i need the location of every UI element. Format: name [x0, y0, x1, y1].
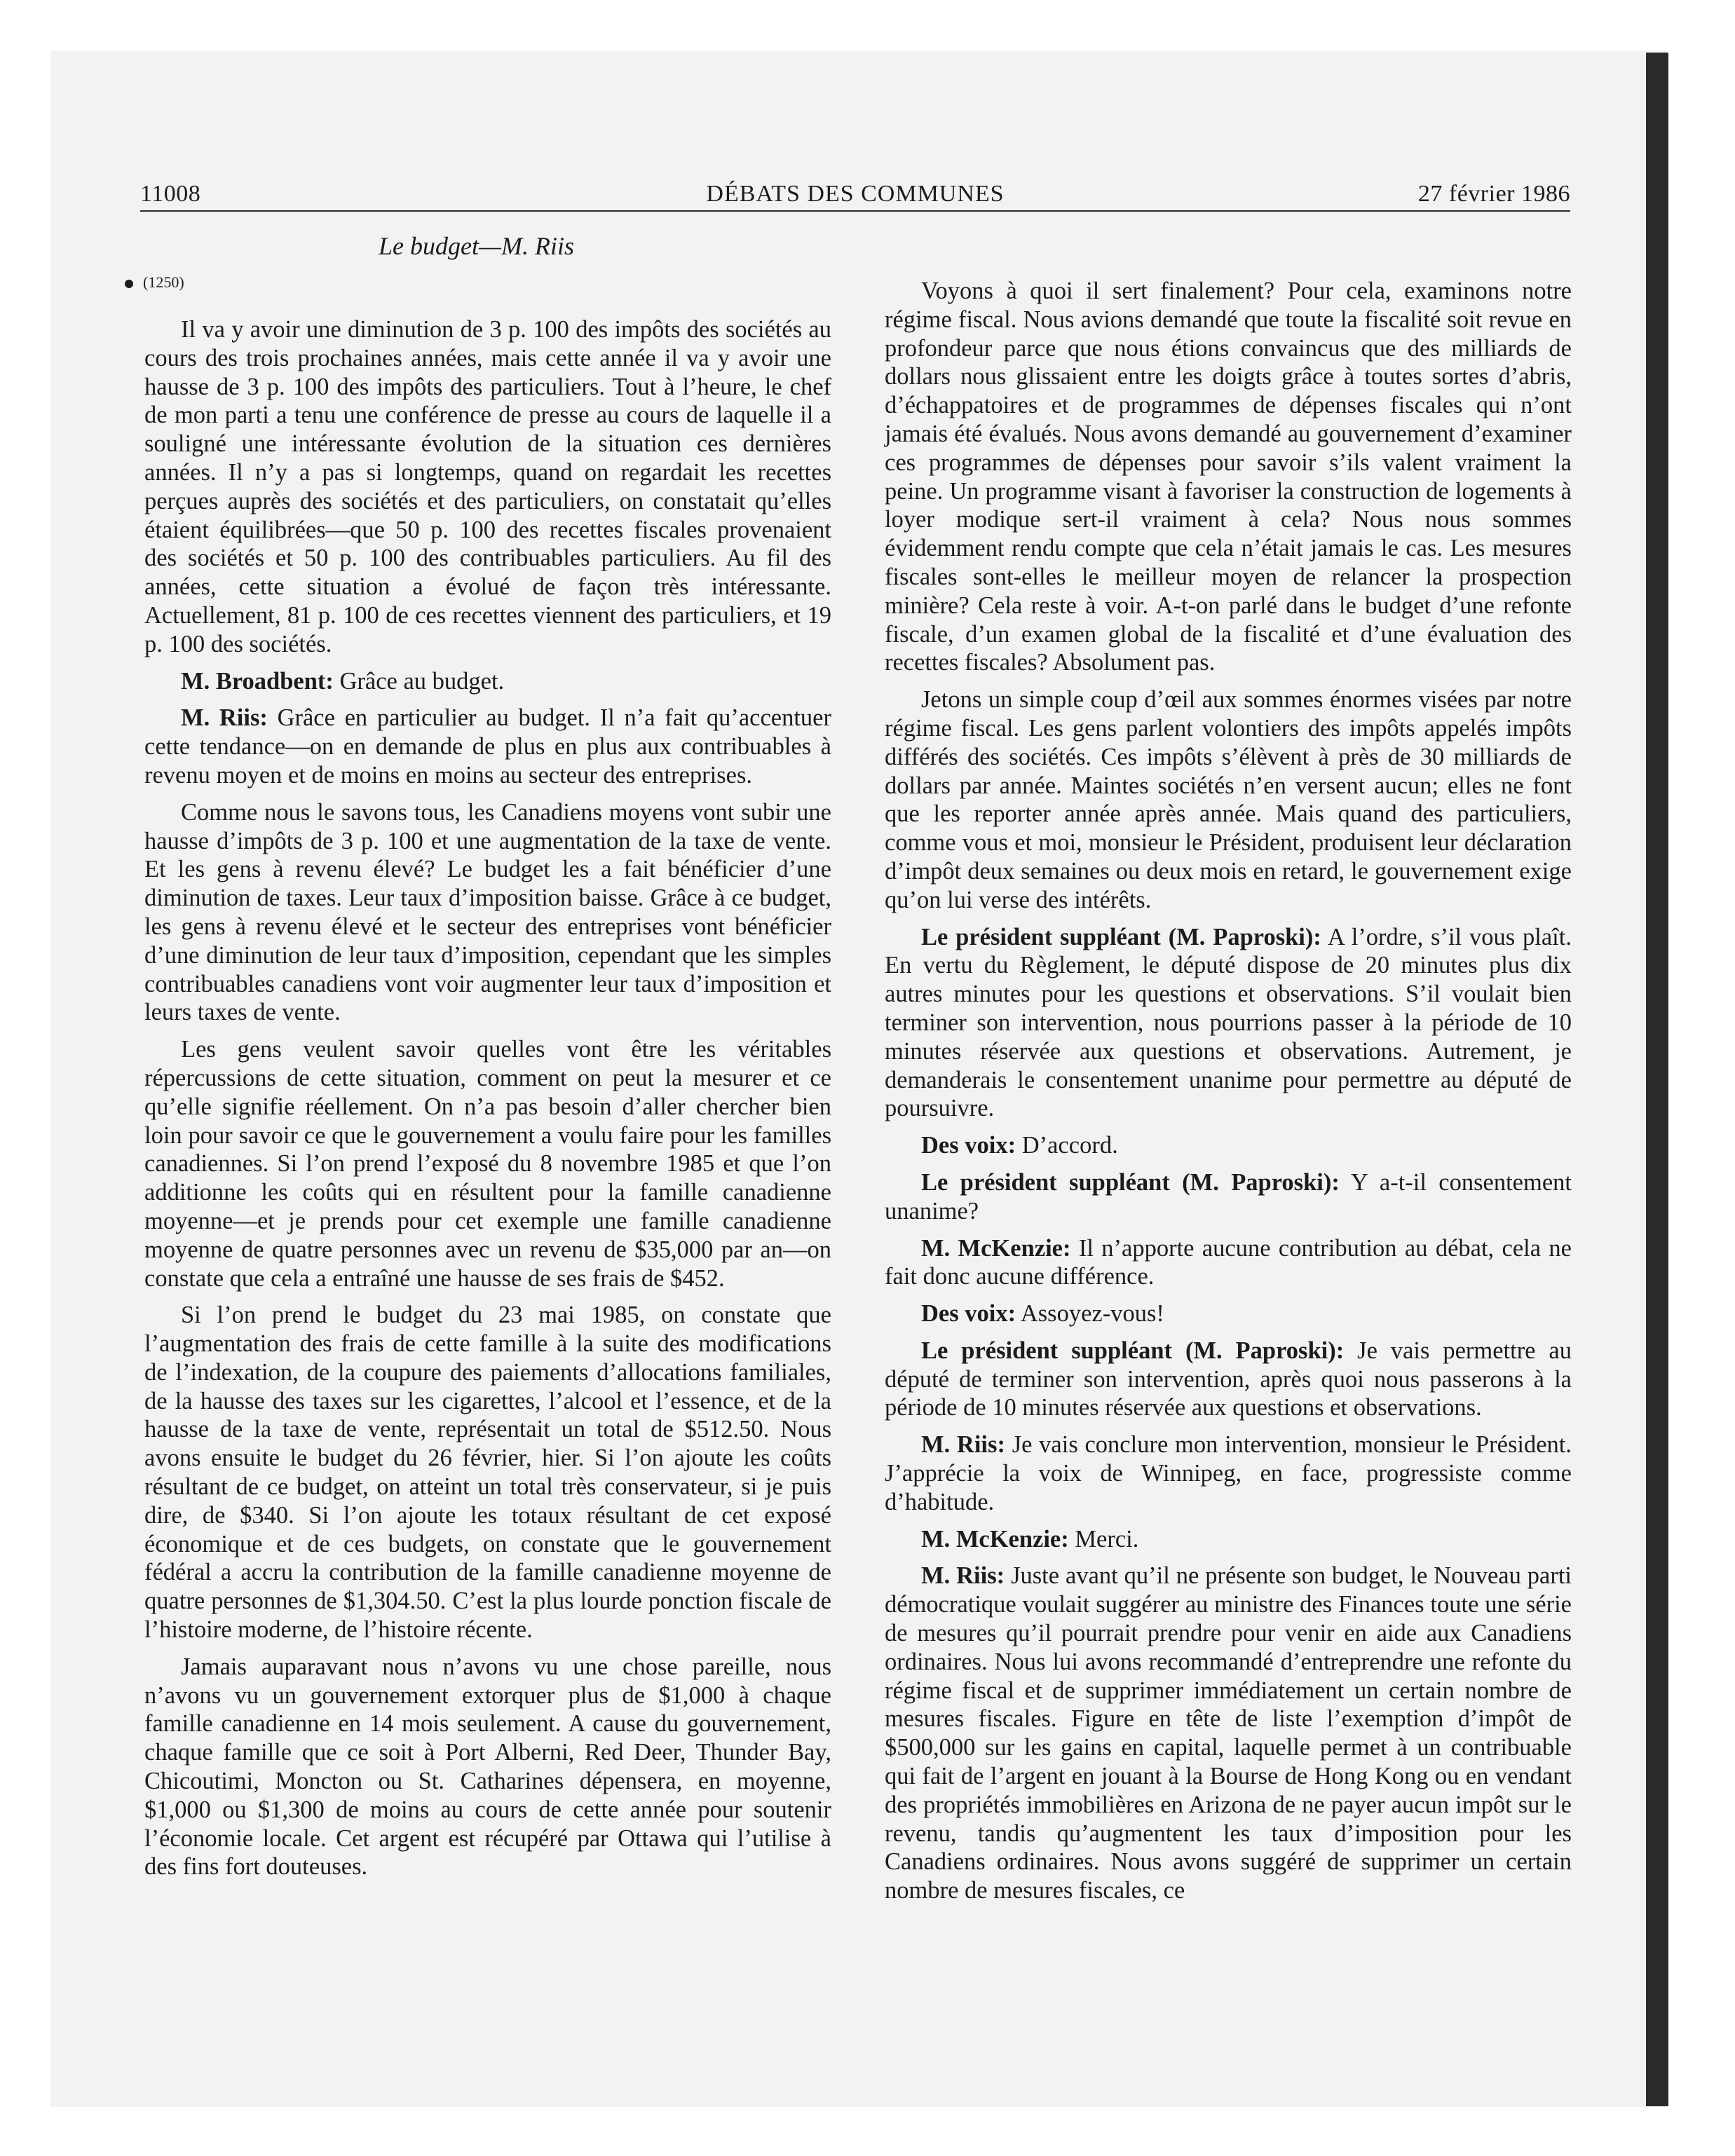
- header-date: 27 février 1986: [1417, 181, 1570, 207]
- paragraph-text: Merci.: [1075, 1525, 1139, 1553]
- paragraph-text: Il va y avoir une diminution de 3 p. 100 des impôts des sociétés au cours des trois prochaines années, mais cette année il va y avoir une hausse de 3 p. 100 des impôts des particuliers. Tout à l’heure, le chef de mon parti a tenu une conférence de presse au cours de laquelle il a souligné une intéressante évolution de la situation ces dernières années. Il n’y a pas si longtemps, quand on regardait les recettes perçues auprès des sociétés et des particuliers, on constatait qu’elles étaient équilibrées—que 50 p. 100 des recettes fiscales provenaient des sociétés et 50 p. 100 des contribuables particuliers. Au fil des années, cette situation a évolué de façon très intéressante. Actuellement, 81 p. 100 de ces recettes viennent des particuliers, et 19 p. 100 des sociétés.: [144, 316, 831, 657]
- paragraph: [885, 1525, 1572, 1554]
- speaker-name: Le président suppléant (M. Paproski):: [921, 1168, 1340, 1196]
- paragraph: [144, 1653, 831, 1881]
- paragraph: [885, 685, 1572, 914]
- paragraph-text: Juste avant qu’il ne présente son budget, le Nouveau parti démocratique voulait suggérer au ministre des Finances toute une série de mesures qu’il pourrait prendre pour venir en aide aux Canadiens ordinaires. Nous lui avons recommandé d’entreprendre une refonte du régime fiscal et de supprimer immédiatement un certain nombre de mesures fiscales. Figure en tête de liste l’exemption d’impôt de $500,000 sur les gains en capital, laquelle permet à un contribuable qui fait de l’argent en jouant à la Bourse de Hong Kong ou en vendant des propriétés immobilières en Arizona de ne payer aucun impôt sur le revenu, tandis qu’augmentent les taux d’imposition pour les Canadiens ordinaires. Nous avons suggéré de supprimer un certain nombre de mesures fiscales, ce: [885, 1562, 1572, 1904]
- paragraph: [144, 315, 831, 659]
- paragraph-text: Je vais permettre au député de terminer son intervention, après quoi nous passerons à la période de 10 minutes réservée aux questions et observations.: [885, 1337, 1572, 1421]
- paragraph: [885, 277, 1572, 677]
- speaker-name: M. Riis:: [921, 1431, 1005, 1459]
- speaker-name: M. Riis:: [921, 1562, 1005, 1590]
- scan-edge-bar: [1646, 53, 1668, 2106]
- right-column: [885, 277, 1572, 1913]
- paragraph-text: Je vais conclure mon intervention, monsieur le Président. J’apprécie la voix de Winnipeg, en face, progressiste comme d’habitude.: [885, 1431, 1572, 1515]
- page-header: [140, 181, 1570, 214]
- speaker-name: M. Broadbent:: [181, 667, 334, 695]
- left-column: [144, 315, 831, 1890]
- paragraph: [144, 798, 831, 1027]
- paragraph-text: D’accord.: [1021, 1132, 1118, 1159]
- paragraph: [144, 1035, 831, 1292]
- speaker-name: M. Riis:: [181, 704, 268, 732]
- paragraph: [144, 667, 831, 696]
- speaker-name: M. McKenzie:: [921, 1234, 1071, 1262]
- journal-title: DÉBATS DES COMMUNES: [706, 181, 1005, 207]
- page-number: 11008: [140, 181, 201, 207]
- paragraph: [885, 1562, 1572, 1905]
- paragraph-text: Il n’apporte aucune contribution au débat, cela ne fait donc aucune différence.: [885, 1234, 1572, 1290]
- paragraph-text: Assoyez-vous!: [1020, 1300, 1164, 1328]
- paragraph: [885, 1131, 1572, 1160]
- paragraph-text: Les gens veulent savoir quelles vont être les véritables répercussions de cette situation, comment on peut la mesurer et ce qu’elle signifie réellement. On n’a pas besoin d’aller chercher bien loin pour savoir ce que le gouvernement a voulu faire pour les familles canadiennes. Si l’on prend l’exposé du 8 novembre 1985 et que l’on additionne les coûts qui en résultent pour la famille canadienne moyenne—et je prends pour cet exemple une famille canadienne moyenne de quatre personnes avec un revenu de $35,000 par an—on constate que cela a entraîné une hausse de ses frais de $452.: [144, 1036, 831, 1292]
- running-head: Le budget—M. Riis: [379, 232, 574, 260]
- paragraph-text: Grâce en particulier au budget. Il n’a fait qu’accentuer cette tendance—on en demande de plus en plus aux contribuables à revenu moyen et de moins en moins au secteur des entreprises.: [144, 704, 831, 789]
- paragraph-text: Comme nous le savons tous, les Canadiens moyens vont subir une hausse d’impôts de 3 p. 100 et une augmentation de la taxe de vente. Et les gens à revenu élevé? Le budget les a fait bénéficier d’une diminution de taxes. Leur taux d’imposition baisse. Grâce à ce budget, les gens à revenu élevé et le secteur des entreprises vont bénéficier d’une diminution de leur taux d’imposition, cependant que les simples contribuables canadiens vont voir augmenter leur taux d’imposition et leurs taxes de vente.: [144, 798, 831, 1026]
- speaker-name: Le président suppléant (M. Paproski):: [921, 923, 1321, 950]
- paragraph-text: Jamais auparavant nous n’avons vu une chose pareille, nous n’avons vu un gouvernement extorquer plus de $1,000 à chaque famille canadienne en 14 mois seulement. A cause du gouvernement, chaque famille que ce soit à Port Alberni, Red Deer, Thunder Bay, Chicoutimi, Moncton ou St. Catharines dépensera, en moyenne, $1,000 ou $1,300 de moins au cours de cette année pour soutenir l’économie locale. Cet argent est récupéré par Ottawa qui l’utilise à des fins fort douteuses.: [144, 1653, 831, 1881]
- paragraph: [885, 1431, 1572, 1516]
- paragraph: [144, 1301, 831, 1644]
- paragraph-text: A l’ordre, s’il vous plaît. En vertu du Règlement, le député dispose de 20 minutes plus dix autres minutes pour les questions et observations. S’il voulait bien terminer son intervention, nous pourrions passer à la période de 10 minutes réservée aux questions et observations. Autrement, je demanderais le consentement unanime pour permettre au député de poursuivre.: [885, 923, 1572, 1122]
- time-marker-label: (1250): [143, 273, 184, 291]
- paragraph: [885, 1337, 1572, 1422]
- time-marker: [125, 273, 184, 292]
- paragraph: [885, 1299, 1572, 1328]
- speaker-name: Des voix:: [921, 1132, 1016, 1159]
- paragraph-text: Grâce au budget.: [339, 667, 505, 695]
- paragraph-text: Jetons un simple coup d’œil aux sommes énormes visées par notre régime fiscal. Les gens parlent volontiers des impôts appelés impôts différés des sociétés. Ces impôts s’élèvent à près de 30 milliards de dollars par année. Maintes sociétés n’en versent aucun; elles ne font que les reporter année après année. Mais quand des particuliers, comme vous et moi, monsieur le Président, produisent leur déclaration d’impôt deux semaines ou deux mois en retard, le gouvernement exige qu’on lui verse des intérêts.: [885, 686, 1572, 913]
- speaker-name: M. McKenzie:: [921, 1525, 1069, 1553]
- paragraph-text: Y a-t-il consentement unanime?: [885, 1168, 1572, 1224]
- paragraph: [144, 704, 831, 789]
- paragraph: [885, 1168, 1572, 1226]
- header-rule: [140, 210, 1570, 212]
- bullet-icon: [125, 280, 133, 288]
- paragraph-text: Si l’on prend le budget du 23 mai 1985, on constate que l’augmentation des frais de cette famille à la suite des modifications de l’indexation, de la coupure des paiements d’allocations familiales, de la hausse des taxes sur les cigarettes, l’alcool et l’essence, et de la hausse de la taxe de vente, représentait un total de $512.50. Nous avons ensuite le budget du 26 février, hier. Si l’on ajoute les coûts résultant de ce budget, on atteint un total très conservateur, si je puis dire, de $340. Si l’on ajoute les totaux résultant de cet exposé économique et de ces budgets, on constate que le gouvernement fédéral a accru la contribution de la famille canadienne moyenne de quatre personnes de $1,304.50. C’est la plus lourde ponction fiscale de l’histoire moderne, de l’histoire récente.: [144, 1302, 831, 1644]
- paragraph: [885, 923, 1572, 1124]
- paragraph-text: Voyons à quoi il sert finalement? Pour cela, examinons notre régime fiscal. Nous avions demandé que toute la fiscalité soit revue en profondeur parce que nous étions convaincus que des milliards de dollars nous glissaient entre les doigts grâce à toutes sortes d’abris, d’échappatoires et de programmes de dépenses fiscales qui n’ont jamais été évalués. Nous avons demandé au gouvernement d’examiner ces programmes de dépenses pour savoir s’ils valent vraiment la peine. Un programme visant à favoriser la construction de logements à loyer modique sert-il vraiment à cela? Nous nous sommes évidemment rendu compte que cela n’était jamais le cas. Les mesures fiscales sont-elles le meilleur moyen de relancer la prospection minière? Cela reste à voir. A-t-on parlé dans le budget d’une refonte fiscale, d’un examen global de la fiscalité et d’une évaluation des recettes fiscales? Absolument pas.: [885, 278, 1572, 676]
- speaker-name: Le président suppléant (M. Paproski):: [921, 1337, 1345, 1364]
- speaker-name: Des voix:: [921, 1300, 1016, 1328]
- paragraph: [885, 1234, 1572, 1292]
